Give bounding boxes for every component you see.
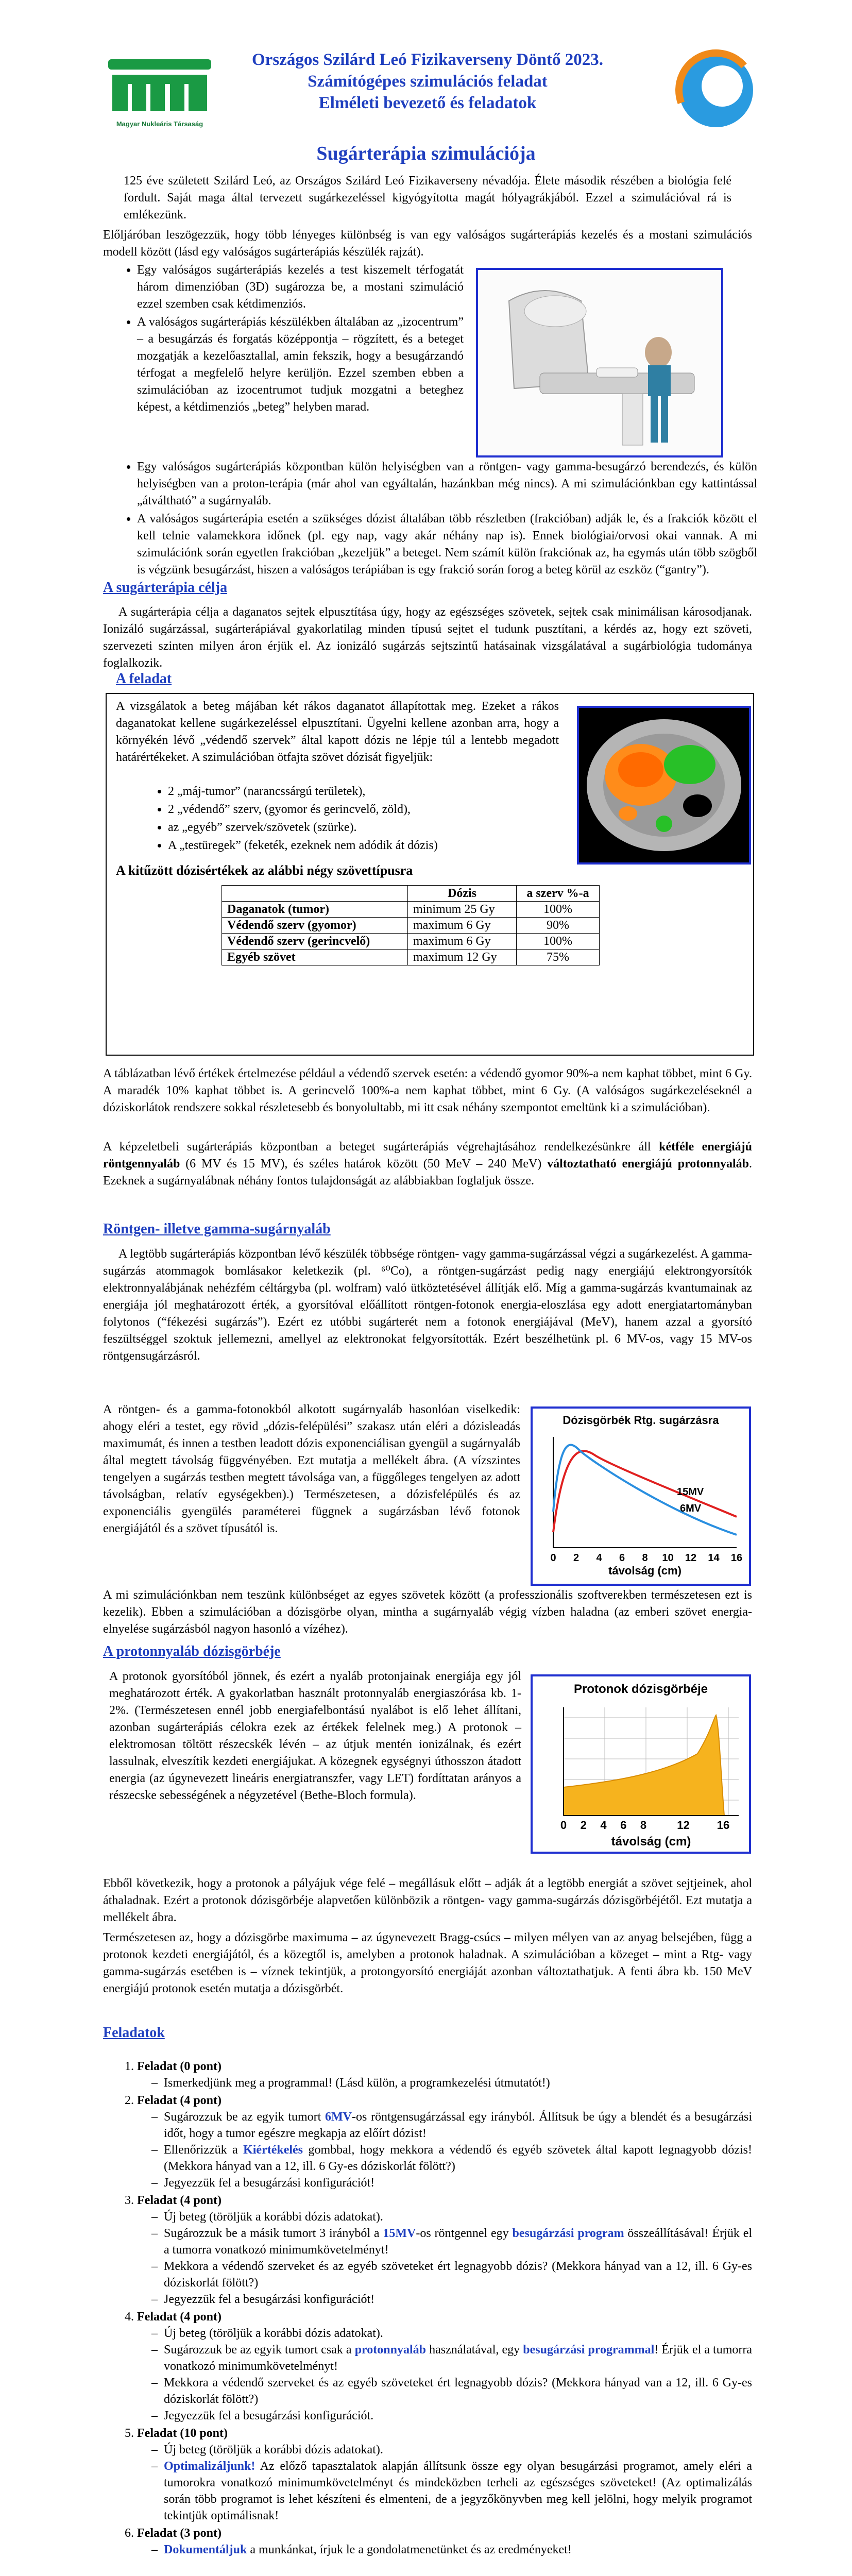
dose-table [221, 885, 600, 965]
ct-image-frame [577, 706, 751, 865]
xray-tick-label: 10 [662, 1552, 674, 1564]
task-text: a munkánkat, írjuk le a gondolatmenetünket és az eredményeket! [247, 2543, 572, 2556]
proton-tick-label: 6 [620, 1819, 627, 1832]
task-subitem [151, 2458, 752, 2524]
task-subitem: – Jegyezzük fel a besugárzási konfigurációt. [151, 2408, 752, 2424]
task-item [137, 2309, 752, 2424]
task-subitem: – Új beteg (töröljük a korábbi dózis adatokat). [151, 2325, 752, 2342]
xray-tick-label: 0 [550, 1552, 556, 1564]
task-highlight: Kiértékelés [243, 2143, 303, 2157]
xray-label-15mv: 15MV [677, 1486, 704, 1498]
task-heading: Feladat (3 pont) [137, 2527, 221, 2540]
task-text: Sugározzuk be az egyik tumort [164, 2110, 326, 2124]
task-subitem: – Új beteg (töröljük a korábbi dózis adatokat). [151, 2209, 752, 2225]
section-title-xray: Röntgen- illetve gamma-sugárnyaláb [103, 1221, 331, 1237]
task-highlight: Dokumentáljuk [164, 2543, 247, 2556]
mnt-logo [108, 54, 211, 137]
table-explanation: A táblázatban lévő értékek értelmezése például a védendő szervek esetén: a védendő gyomor 90%-a nem kaphat többet, mint 6 Gy. A maradék 10% kaphat többet is. A gerincvelő 100%-a nem kaphat többet, mint 6 Gy. (A valóságos sugárkezeléseknél a dóziskorlátok rendszere sokkal részletesebb és bonyolultabb, mi itt csak néhány szempontot emeltünk ki a szimulációban). [103, 1067, 752, 1114]
task-item [137, 2092, 752, 2191]
task-subitem: – Mekkora a védendő szerveket és az egyéb szöveteket ért legnagyobb dózis? (Mekkora hányad van a 12, ill. 6 Gy-es dóziskorlát fölött?) [151, 2375, 752, 2408]
xray-tick-label: 2 [573, 1552, 580, 1564]
tissue-item-protected: • 2 „védendő” szerv, (gyomor és gerincvelő, zöld), [168, 801, 561, 818]
dose-table-wrap [221, 885, 600, 965]
intro-bullets-a [118, 262, 464, 417]
header-line-2: Számítógépes szimulációs feladat [308, 72, 548, 91]
table-row: Egyéb szövet maximum 12 Gy 75% [222, 950, 600, 965]
task-text: -os röntgennel egy [416, 2227, 513, 2240]
task-text: Sugározzuk be az egyik tumort csak a [164, 2343, 355, 2357]
intro-bullet-1: • Egy valóságos sugárterápiás kezelés a test kiszemelt térfogatát három dimenzióban (3D) sugározza be, a mostani szimuláció ezzel szemben csak kétdimenziós. [137, 262, 464, 313]
section-title-task: A feladat [116, 671, 172, 687]
task-subitem [151, 2225, 752, 2258]
task-highlight: 15MV [383, 2227, 416, 2240]
proton-tick-label: 0 [560, 1819, 567, 1832]
proton-dose-chart [533, 1676, 749, 1852]
table-row: Védendő szerv (gyomor) maximum 6 Gy 90% [222, 918, 600, 934]
xray-tick-label: 12 [685, 1552, 697, 1564]
intro-p1: 125 éve született Szilárd Leó, az Országos Szilárd Leó Fizikaverseny névadója. Élete második részében a biológia felé fordult. Saját maga által tervezett sugárkezeléssel kigyógyította magát hólyagrákjából. Ezzel a szimulációval rá is emlékezünk. [124, 174, 731, 222]
intro-bullet-3: • Egy valóságos sugárterápiás központban külön helyiségben van a röntgen- vagy gamma-besugárzó berendezés, és külön helyiségben van a proton-terápia (már ahol van egyáltalán, hazánkban még nincs). A mi szimulációnkban egy kattintással „átváltható” a sugárnyaláb. [137, 459, 757, 510]
task-subitem: – Jegyezzük fel a besugárzási konfigurációt! [151, 2291, 752, 2308]
proton-p2: Ebből következik, hogy a protonok a pályájuk vége felé – megállásuk előtt – adják át a legtöbb energiát a szövet sejtjeinek, ahol áthaladnak. Ezért a protonok dózisgörbéje alapvetően különbözik a röntgen- vagy gamma-sugárzás dózisgörbéjétől. Ezt mutatja a mellékelt ábra. [103, 1877, 752, 1924]
task-subitem [151, 2142, 752, 2175]
header [93, 49, 762, 142]
xray-series-15mv [553, 1451, 737, 1532]
task-text: használatával, egy [425, 2343, 523, 2357]
linac-machine-icon [478, 270, 721, 455]
task-text: gombbal, hogy mekkora a védendő és egyéb szövetek által kapott legnagyobb dózis! (Mekkora hányad van a 12, ill. 6 Gy-es dóziskorlát fölött?) [164, 2143, 752, 2173]
xray-p1: A legtöbb sugárterápiás központban lévő készülék többsége röntgen- vagy gamma-sugárzással végzi a sugárkezelést. A gamma-sugárzás atommagok bomlásakor keletkezik (pl. ⁶⁰Co), a röntgen-sugárzást pedig nagy energiájú elektrongyorsítók elektronnyalábjának nehézfém céltárgyba (pl. wolfram) való ütköztetésével állítják elő. Míg a gamma-sugárzás kvantumainak az energiája jól meghatározott érték, a gyorsítóval előállított röntgen-fotonok energia-eloszlása egy adott energiatartományban folytonos (“fékezési sugárzás”). Ezért ez utóbbi sugárterét nem a fotonok energiájával (MeV), hanem azzal a gyorsító feszültséggel szoktuk jellemezni, amellyel az elektronokat felgyorsították. Ezért beszélhetünk pl. 6 MV-os, vagy 15 MV-os röntgensugárzásról. [103, 1247, 752, 1363]
task-highlight: besugárzási programmal [523, 2343, 655, 2357]
beams-intro: A képzeletbeli sugárterápiás központban a beteget sugárterápiás végrehajtásához rendelkezésünkre áll kétféle energiájú röntgennyaláb (6 MV és 15 MV), és széles határok között (50 MeV – 240 MeV) változtatható energiájú protonnyaláb. Ezeknek a sugárnyalábnak néhány fontos tulajdonságát az alábbiakban foglaljuk össze. [103, 1140, 752, 1188]
task-item [137, 2058, 752, 2091]
xray-p2: A röntgen- és a gamma-fotonokból alkotott sugárnyaláb hasonlóan viselkedik: ahogy eléri a testet, egy rövid „dózis-felépülési” szakasz után eléri a dózisleadás maximumát, és innen a testben leadott dózis exponenciálisan gyengül a sugárnyaláb által megtett távolság függvényében. Ezt mutatja a mellékelt ábra. (A vízszintes tengelyen a sugárzás testben megtett távolsága van, a függőleges tengelyen az adott távolságban, relatív egységekben).) Természetesen, a dózisfelépülés és az exponenciális gyengülés paraméterei függnek a sugárzásban lévő fotonok energiájától és a szövet típusától is. [103, 1403, 520, 1535]
task-highlight: Optimalizáljunk! [164, 2460, 255, 2473]
task-highlight: besugárzási program [512, 2227, 624, 2240]
task-heading: Feladat (4 pont) [137, 2094, 221, 2107]
proton-bragg-area [564, 1715, 724, 1816]
proton-p1: A protonok gyorsítóból jönnek, és ezért a nyaláb protonjainak energiája egy jól meghatározott érték. A gyakorlatban használt protonnyaláb energiaszórása kb. 1-2%. (Természetesen ennél jobb energiafelbontású nyalábot is elő lehet állítani, azonban sugárterápiás célokra ezek az értékek felelnek meg.) A protonok – elektromosan töltött részecskék lévén – az útjuk mentén ionizálnak, és ezért lassulnak, elveszítik kezdeti energiájukat. A közegnek egységnyi úthosszon átadott energia (az úgynevezett lineáris energiatranszfer, vagy LET) fordíttatan arányos a részecske sebességének a négyzetével (Bethe-Bloch formula). [109, 1670, 521, 1802]
proton-tick-label: 8 [640, 1819, 647, 1832]
xray-chart-frame [531, 1406, 751, 1586]
task-subitem [151, 2342, 752, 2375]
task-text: Az előző tapasztalatok alapján állítsunk össze egy olyan besugárzási programot, amely eléri a tumorokra vonatkozó minimumkövetelményt és mindeközben terheli az egészséges szöveteket! (Az optimalizálás során több programot is lehet készíteni és elmenteni, de a jegyzőkönyvben meg kell jelölni, hogy melyik programot tekintjük optimálisnak! [164, 2460, 752, 2522]
xray-label-6mv: 6MV [680, 1503, 702, 1514]
task-text: Sugározzuk be a másik tumort 3 irányból a [164, 2227, 383, 2240]
header-line-1: Országos Szilárd Leó Fizikaverseny Döntő 2023. [252, 50, 603, 69]
intro-bullet-4: • A valóságos sugárterápia esetén a szükséges dózist általában több részletben (frakcióban) adják le, és a frakciók között el kell telnie valamekkora időnek (pl. egy nap, vagy akár néhány nap is). Ennek biológiai/orvosi okai vannak. A mi szimulációnk során egyetlen frakcióban „kezeljük” a beteget. Nem számít külön frakciónak az, ha egymás után több szögből is végzünk besugárzást, hiszen a valóságos terápiában is egy frakció során forog a beteg körül az eszköz (“gantry”). [137, 511, 757, 579]
page-title: Sugárterápia szimulációja [316, 143, 536, 164]
task-highlight: 6MV [325, 2110, 352, 2124]
circle-logo-icon [675, 49, 757, 131]
task-subitem: – Ismerkedjünk meg a programmal! (Lásd külön, a programkezelési útmutatót!) [151, 2075, 752, 2091]
proton-chart-title: Protonok dózisgörbéje [573, 1682, 708, 1696]
task-text: -os röntgensugárzással egy irányból. Állítsuk be úgy a blendét és a besugárzási időt, hogy a tumor egészre megkapja az előírt dózist! [164, 2110, 753, 2140]
xray-dose-chart [533, 1409, 749, 1584]
task-subitem: – Jegyezzük fel a besugárzási konfigurációt! [151, 2175, 752, 2191]
proton-tick-label: 2 [580, 1819, 587, 1832]
mnt-logo-icon [108, 54, 211, 116]
dose-table-head: Dózis a szerv %-a [222, 886, 600, 902]
section-title-tasks: Feladatok [103, 2025, 165, 2041]
table-row: Védendő szerv (gerincvelő) maximum 6 Gy 100% [222, 934, 600, 950]
table-title: A kitűzött dózisértékek az alábbi négy szövettípusra [116, 863, 413, 878]
task-heading: Feladat (4 pont) [137, 2194, 221, 2207]
tissue-item-cavity: • A „testüregek” (feketék, ezeknek nem adódik át dózis) [168, 837, 561, 854]
xray-tick-label: 16 [730, 1552, 743, 1564]
task-box-text: A vizsgálatok a beteg májában két rákos daganatot állapítottak meg. Ezeket a rákos daganatokat kellene sugárkezeléssel elpusztítani. Ügyelni kellene azonban arra, hogy a környékén lévő „védendő szervek” által kapott dózis ne lépje túl a lentebb megadott határértékeket. A szimulációban ötfajta szövet dózisát figyeljük: [116, 700, 559, 764]
task-item [137, 2192, 752, 2308]
task-list [108, 2058, 752, 2559]
proton-tick-label: 4 [600, 1819, 607, 1832]
task-heading: Feladat (4 pont) [137, 2310, 221, 2324]
header-titles [227, 49, 628, 114]
xray-chart-title: Dózisgörbék Rtg. sugárzásra [563, 1414, 719, 1427]
task-text: összeállításával! Érjük el a tumorra vonatkozó minimumkövetelményt! [164, 2227, 753, 2257]
xray-series-6mv [553, 1445, 737, 1535]
proton-chart-frame [531, 1674, 751, 1854]
task-text: Ellenőrizzük a [164, 2143, 244, 2157]
xray-chart-xlabel: távolság (cm) [608, 1564, 681, 1577]
proton-tick-label: 16 [717, 1819, 730, 1832]
intro-p2: Előljáróban leszögezzük, hogy több lényeges különbség is van egy valóságos sugárterápiás kezelés és a mostani szimulációs modell között (lásd egy valóságos sugárterápiás készülék rajzát). [103, 228, 752, 259]
task-highlight: protonnyaláb [354, 2343, 426, 2357]
section-goal-text: A sugárterápia célja a daganatos sejtek elpusztítása úgy, hogy az egészséges szövetek, sejtek csak minimálisan károsodjanak. Ionizáló sugárzással, sugárterápiával gyakorlatilag minden típusú sejtet el tudunk pusztítani, a kérdés az, hogy ezt szöveti, szervezeti szinten milyen áron érjük el. Az ionizáló sugárzás sejtszintű hatásainak vizsgálatával a sugárbiológia tudománya foglalkozik. [103, 605, 752, 670]
task-heading: Feladat (0 pont) [137, 2060, 221, 2073]
device-image-frame [476, 268, 723, 457]
proton-p3: Természetesen az, hogy a dózisgörbe maximuma – az úgynevezett Bragg-csúcs – milyen mélyen van az anyag belsejében, függ a protonok kezdeti energiájától, és a közegtől is, amelyben a protonok haladnak. A szimulációban a közeget – mint a Rtg- vagy gamma-sugárzás esetében is – víznek tekintjük, a protongyorsító energiáját azonban változtathatjuk. A fenti ábra kb. 150 MeV energiájú protonok esetén mutatja a dózisgörbét. [103, 1931, 752, 1995]
header-line-3: Elméleti bevezető és feladatok [318, 94, 537, 112]
xray-tick-label: 14 [708, 1552, 720, 1564]
xray-tick-label: 4 [596, 1552, 602, 1564]
task-subitem: – Új beteg (töröljük a korábbi dózis adatokat). [151, 2442, 752, 2458]
tissue-item-other: • az „egyéb” szervek/szövetek (szürke). [168, 819, 561, 836]
section-title-proton: A protonnyaláb dózisgörbéje [103, 1643, 281, 1659]
xray-tick-label: 6 [619, 1552, 625, 1564]
intro-bullets-b [118, 459, 757, 580]
task-subitem [151, 2109, 752, 2142]
ct-slice-icon [579, 708, 749, 862]
section-title-goal: A sugárterápia célja [103, 580, 228, 596]
intro-bullet-2: • A valóságos sugárterápiás készülékben általában az „izocentrum” – a besugárzás és forgatás középpontja – rögzített, és a beteget mozgatják a kezelőasztallal, amin fekszik, hogy a besugárzandó térfogat a megfelelő helyre kerüljön. Ezzel szemben ebben a szimulációban az izocentrumot tudjuk mozgatni a beteghez képest, a kétdimenziós „beteg” helyben marad. [137, 314, 464, 416]
proton-tick-label: 12 [677, 1819, 690, 1832]
task-text: ! Érjük el a tumorra vonatkozó minimumkövetelményt! [164, 2343, 752, 2373]
logo-caption: Magyar Nukleáris Társaság [116, 120, 203, 128]
tissue-list [149, 783, 561, 855]
task-item [137, 2425, 752, 2524]
tissue-item-tumor: • 2 „máj-tumor” (narancssárgú területek), [168, 783, 561, 800]
proton-chart-xlabel: távolság (cm) [611, 1835, 691, 1849]
table-row: Daganatok (tumor) minimum 25 Gy 100% [222, 902, 600, 918]
xray-p3: A mi szimulációnkban nem teszünk különbséget az egyes szövetek között (a professzionális szoftverekben természetesen ezt is kezelik). Ebben a szimulációban a dózisgörbe olyan, mintha a sugárnyaláb végig vízben haladna (az emberi szövet energia-elnyelése sugárzásból nagyon hasonló a vízéhez). [103, 1588, 752, 1636]
task-heading: Feladat (10 pont) [137, 2427, 228, 2440]
task-subitem [151, 2541, 752, 2558]
xray-tick-label: 8 [642, 1552, 648, 1564]
tasks-ol [108, 2058, 752, 2558]
task-subitem: – Mekkora a védendő szerveket és az egyéb szöveteket ért legnagyobb dózis? (Mekkora hányad van a 12, ill. 6 Gy-es dóziskorlát fölött?) [151, 2258, 752, 2291]
task-item [137, 2525, 752, 2558]
